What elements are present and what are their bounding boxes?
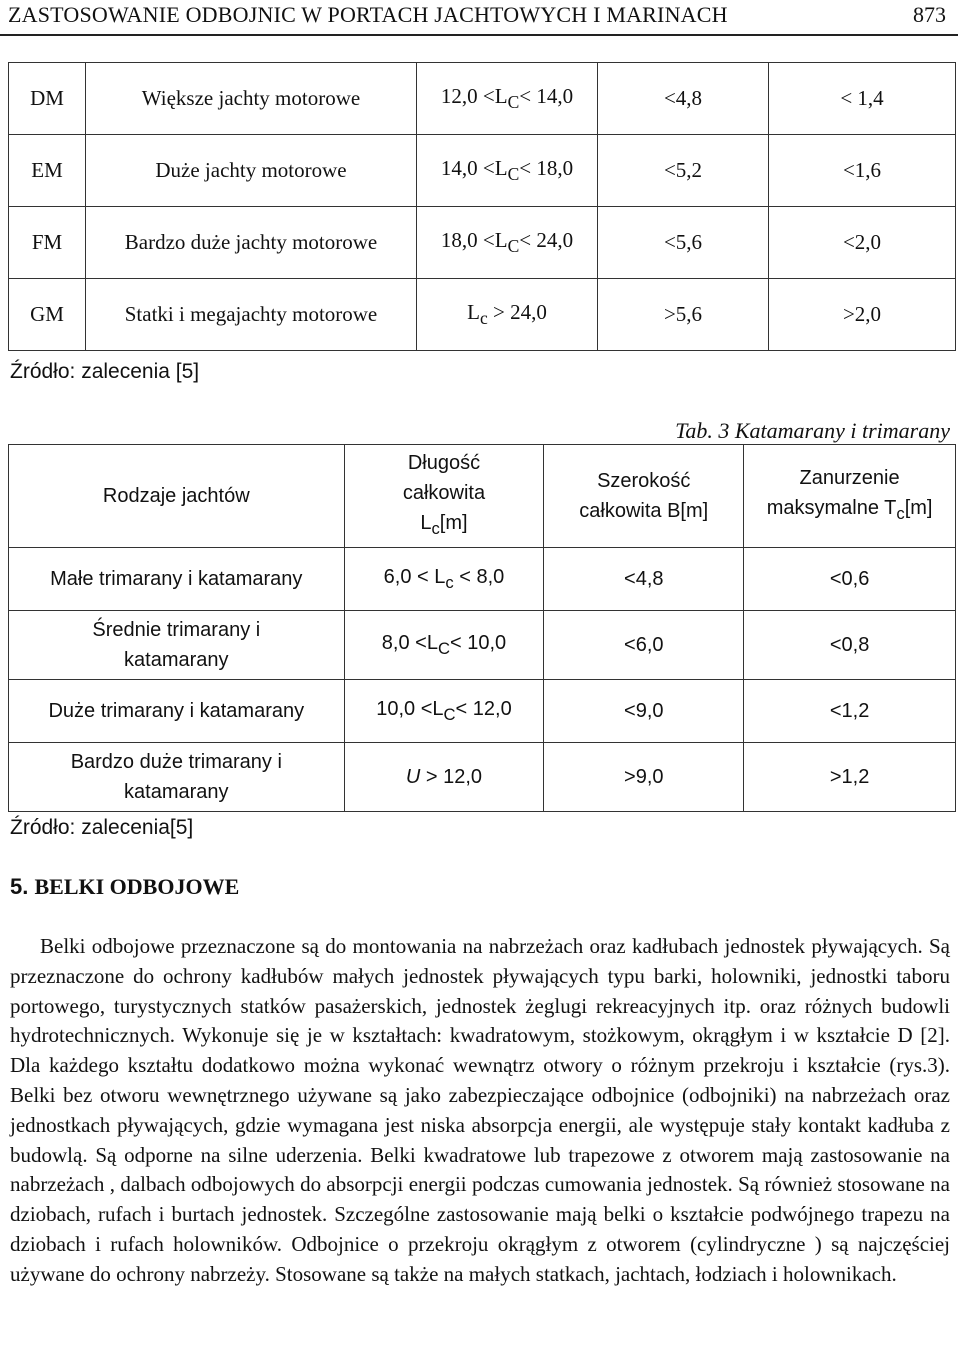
width-value: <5,6 [598, 207, 769, 279]
draft-value: <0,6 [744, 548, 956, 611]
draft-value: >2,0 [769, 279, 956, 351]
paragraph: Belki odbojowe przeznaczone są do montowania na nabrzeżach oraz kadłubach jednostek pływających. Są przeznaczone do ochrony kadłubów małych jednostek pływających typu barki, holowniki, jednostki taboru portowego, turystycznych statków pasażerskich, jednostek żeglugi rekreacyjnych itp. oraz różnych budowli hydrotechnicznych. Wykonuje się je w kształtach: kwadratowym, stożkowym, okrągłym i w kształcie D [2]. Dla każdego kształtu dodatkowo można wykonać wewnątrz otwory o różnym przekroju i kształcie (rys.3). Belki bez otworu wewnętrznego używane są jako zabezpieczające odbojnice (odbojniki) na nabrzeżach oraz jednostkach pływających, gdzie wymagana jest niska absorpcja energii, ale występuje stały kontakt kadłuba z budowlą. Są odporne na silne uderzenia. Belki kwadratowe lub trapezowe z otworem mają zastosowanie na nabrzeżach , dalbach odbojowych do absorpcji energii podczas cumowania jednostek. Są również stosowane na dziobach, rufach i burtach jednostek. Szczególne zastosowanie mają belki o kształcie podwójnego trapezu na dziobach i rufach holowników. Odbojnice o przekroju okrągłym z otworem (cylindryczne ) są najczęściej używane do ochrony nabrzeży. Stosowane są także na małych statkach, jachtach, łodziach i holownikach. [10, 934, 950, 1286]
width-value: <4,8 [544, 548, 744, 611]
table-source-note: Źródło: zalecenia [5] [10, 360, 200, 383]
draft-value: >1,2 [744, 743, 956, 812]
section-title: BELKI ODBOJOWE [34, 874, 240, 899]
width-value: <4,8 [598, 63, 769, 135]
section-number: 5. [10, 874, 29, 899]
table-row [9, 611, 956, 680]
yacht-type: Średnie trimarany i katamarany [9, 611, 345, 680]
page-number: 873 [913, 2, 946, 27]
width-value: >5,6 [598, 279, 769, 351]
class-code: EM [9, 135, 86, 207]
yacht-type: Duże trimarany i katamarany [9, 680, 345, 743]
table-header-row [9, 445, 956, 548]
length-range: $6,0 < L_c < 8,0$ [344, 548, 544, 611]
table-row [9, 207, 956, 279]
yacht-type: Bardzo duże trimarany i katamarany [9, 743, 345, 812]
draft-value: <2,0 [769, 207, 956, 279]
width-value: <5,2 [598, 135, 769, 207]
length-range: $18,0 <L_C< 24,0$ [417, 207, 598, 279]
length-range: U > 12,0 [344, 743, 544, 812]
table-row [9, 743, 956, 812]
length-range: $L_c > 24,0$ [417, 279, 598, 351]
width-value: <9,0 [544, 680, 744, 743]
class-code: FM [9, 207, 86, 279]
draft-value: <1,6 [769, 135, 956, 207]
header-length: Długość całkowita $L_c[m]$ [344, 445, 544, 548]
running-title: ZASTOSOWANIE ODBOJNIC W PORTACH JACHTOWYCH I MARINACH [8, 2, 728, 27]
draft-value: < 1,4 [769, 63, 956, 135]
draft-value: <0,8 [744, 611, 956, 680]
table-caption: Tab. 3 Katamarany i trimarany [675, 418, 950, 443]
page-header [0, 0, 958, 36]
header-width: Szerokość całkowita B[m] [544, 445, 744, 548]
multihull-table [8, 444, 956, 812]
table-row [9, 680, 956, 743]
draft-value: <1,2 [744, 680, 956, 743]
length-range: $12,0 <L_C< 14,0$ [417, 63, 598, 135]
yacht-type: Większe jachty motorowe [86, 63, 417, 135]
class-code: GM [9, 279, 86, 351]
length-range: $8,0 <L_C< 10,0$ [344, 611, 544, 680]
table-row [9, 63, 956, 135]
yacht-type: Duże jachty motorowe [86, 135, 417, 207]
table-row [9, 548, 956, 611]
header-draft: Zanurzenie maksymalne $T_c[m]$ [744, 445, 956, 548]
length-range: $14,0 <L_C< 18,0$ [417, 135, 598, 207]
width-value: <6,0 [544, 611, 744, 680]
table-row [9, 135, 956, 207]
yacht-type: Małe trimarany i katamarany [9, 548, 345, 611]
width-value: >9,0 [544, 743, 744, 812]
yacht-type: Bardzo duże jachty motorowe [86, 207, 417, 279]
table-source-note: Źródło: zalecenia[5] [10, 816, 194, 839]
yacht-type: Statki i megajachty motorowe [86, 279, 417, 351]
body-text [10, 932, 950, 1290]
section-heading [10, 874, 239, 900]
length-range: $10,0 <L_C< 12,0$ [344, 680, 544, 743]
table-row [9, 279, 956, 351]
header-type: Rodzaje jachtów [9, 445, 345, 548]
class-code: DM [9, 63, 86, 135]
motor-yacht-table [8, 62, 956, 351]
